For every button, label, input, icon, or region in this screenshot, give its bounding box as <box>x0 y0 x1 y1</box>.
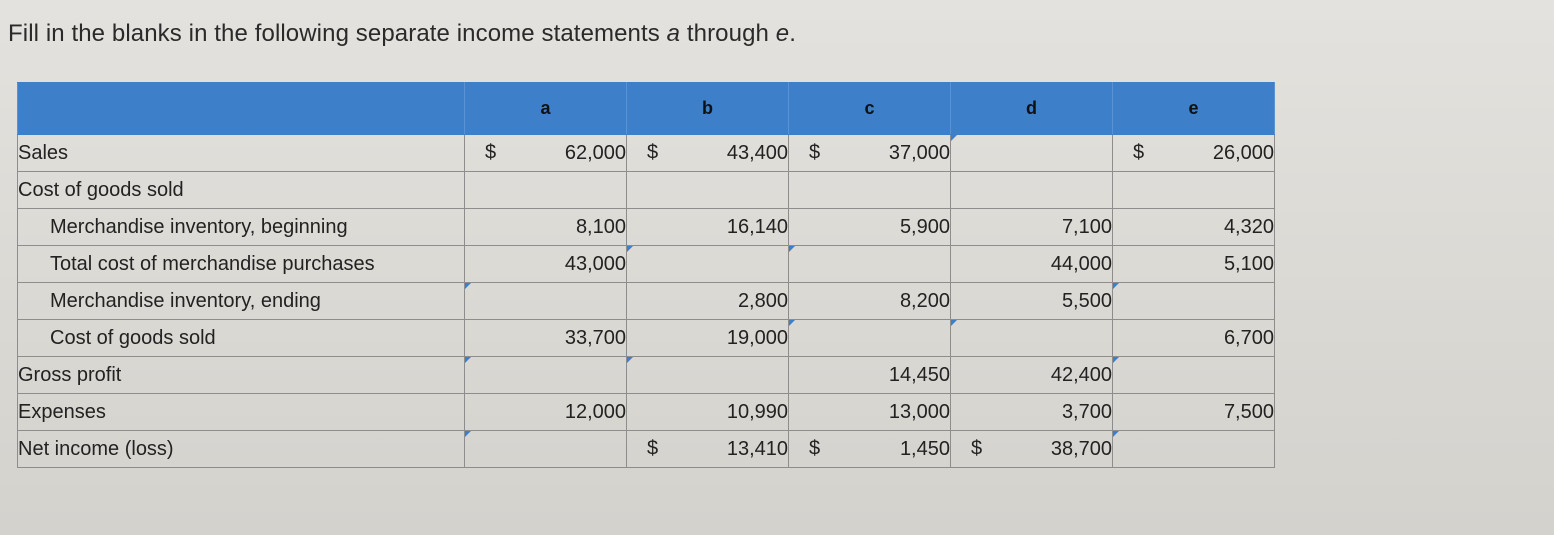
currency-symbol: $ <box>809 437 821 460</box>
value-cell-d <box>951 431 1113 468</box>
prompt-text-end: . <box>789 20 796 47</box>
amount-value: 42,400 <box>1050 363 1112 386</box>
value-cell-e <box>1113 394 1275 431</box>
table-row <box>18 135 1275 172</box>
answer-input-e[interactable] <box>1113 283 1275 320</box>
prompt-text-middle: through <box>680 20 776 47</box>
prompt-letter-a: a <box>666 20 681 47</box>
value-cell-a <box>465 209 627 246</box>
amount-value: 1,450 <box>899 437 950 460</box>
income-statement-table <box>17 82 1275 468</box>
value-cell-b <box>627 431 789 468</box>
column-header-c: c <box>789 83 951 135</box>
value-cell-e <box>1113 209 1275 246</box>
currency-symbol: $ <box>485 141 497 164</box>
value-cell-c <box>789 394 951 431</box>
row-label: Total cost of merchandise purchases <box>18 246 465 283</box>
amount-value: 16,140 <box>726 215 788 238</box>
currency-symbol: $ <box>1133 141 1145 164</box>
value-cell-c <box>789 283 951 320</box>
row-label: Gross profit <box>18 357 465 394</box>
amount-value: 5,100 <box>1223 252 1274 275</box>
value-cell-d <box>951 283 1113 320</box>
answer-input-d[interactable] <box>951 135 1113 172</box>
answer-input-e[interactable] <box>1113 357 1275 394</box>
table-row <box>18 209 1275 246</box>
value-cell-c <box>789 172 951 209</box>
amount-value: 44,000 <box>1050 252 1112 275</box>
amount-value: 10,990 <box>726 400 788 423</box>
value-cell-b <box>627 135 789 172</box>
table-row <box>18 357 1275 394</box>
amount-value: 7,100 <box>1061 215 1112 238</box>
row-label: Merchandise inventory, ending <box>18 283 465 320</box>
amount-value: 38,700 <box>1050 437 1112 460</box>
value-cell-e <box>1113 135 1275 172</box>
value-cell-d <box>951 246 1113 283</box>
row-label: Merchandise inventory, beginning <box>18 209 465 246</box>
table-row <box>18 320 1275 357</box>
value-cell-c <box>789 135 951 172</box>
value-cell-e <box>1113 172 1275 209</box>
answer-input-b[interactable] <box>627 246 789 283</box>
currency-symbol: $ <box>971 437 983 460</box>
amount-value: 12,000 <box>564 400 626 423</box>
row-label: Cost of goods sold <box>18 320 465 357</box>
row-label: Cost of goods sold <box>18 172 465 209</box>
currency-symbol: $ <box>647 437 659 460</box>
value-cell-e <box>1113 246 1275 283</box>
amount-value: 33,700 <box>564 326 626 349</box>
answer-input-a[interactable] <box>465 283 627 320</box>
amount-value: 26,000 <box>1212 141 1274 164</box>
column-header-a: a <box>465 83 627 135</box>
question-prompt <box>8 20 796 48</box>
amount-value: 8,200 <box>899 289 950 312</box>
amount-value: 14,450 <box>888 363 950 386</box>
amount-value: 5,500 <box>1061 289 1112 312</box>
table-row <box>18 394 1275 431</box>
table-body <box>18 135 1275 468</box>
table-row <box>18 431 1275 468</box>
value-cell-d <box>951 394 1113 431</box>
amount-value: 19,000 <box>726 326 788 349</box>
row-label: Expenses <box>18 394 465 431</box>
value-cell-d <box>951 209 1113 246</box>
amount-value: 2,800 <box>737 289 788 312</box>
amount-value: 43,000 <box>564 252 626 275</box>
value-cell-d <box>951 357 1113 394</box>
value-cell-a <box>465 135 627 172</box>
value-cell-b <box>627 394 789 431</box>
prompt-letter-e: e <box>775 20 790 47</box>
amount-value: 7,500 <box>1223 400 1274 423</box>
row-label: Sales <box>18 135 465 172</box>
table-row <box>18 172 1275 209</box>
answer-input-a[interactable] <box>465 431 627 468</box>
answer-input-b[interactable] <box>627 357 789 394</box>
column-header-e: e <box>1113 83 1275 135</box>
answer-input-e[interactable] <box>1113 431 1275 468</box>
header-label-cell <box>18 83 465 135</box>
amount-value: 13,000 <box>888 400 950 423</box>
answer-input-a[interactable] <box>465 357 627 394</box>
currency-symbol: $ <box>809 141 821 164</box>
value-cell-d <box>951 172 1113 209</box>
value-cell-b <box>627 283 789 320</box>
amount-value: 13,410 <box>726 437 788 460</box>
table-header-row <box>18 83 1275 135</box>
column-header-b: b <box>627 83 789 135</box>
value-cell-a <box>465 394 627 431</box>
answer-input-c[interactable] <box>789 246 951 283</box>
table-row <box>18 283 1275 320</box>
answer-input-c[interactable] <box>789 320 951 357</box>
value-cell-c <box>789 209 951 246</box>
value-cell-c <box>789 431 951 468</box>
row-label: Net income (loss) <box>18 431 465 468</box>
prompt-text-start: Fill in the blanks in the following separate income statements <box>8 20 667 47</box>
value-cell-b <box>627 320 789 357</box>
value-cell-a <box>465 172 627 209</box>
column-header-d: d <box>951 83 1113 135</box>
currency-symbol: $ <box>647 141 659 164</box>
amount-value: 3,700 <box>1061 400 1112 423</box>
amount-value: 62,000 <box>564 141 626 164</box>
answer-input-d[interactable] <box>951 320 1113 357</box>
value-cell-a <box>465 246 627 283</box>
amount-value: 8,100 <box>575 215 626 238</box>
value-cell-a <box>465 320 627 357</box>
amount-value: 6,700 <box>1223 326 1274 349</box>
value-cell-b <box>627 172 789 209</box>
amount-value: 4,320 <box>1223 215 1274 238</box>
table-row <box>18 246 1275 283</box>
value-cell-c <box>789 357 951 394</box>
value-cell-e <box>1113 320 1275 357</box>
amount-value: 37,000 <box>888 141 950 164</box>
amount-value: 5,900 <box>899 215 950 238</box>
amount-value: 43,400 <box>726 141 788 164</box>
value-cell-b <box>627 209 789 246</box>
